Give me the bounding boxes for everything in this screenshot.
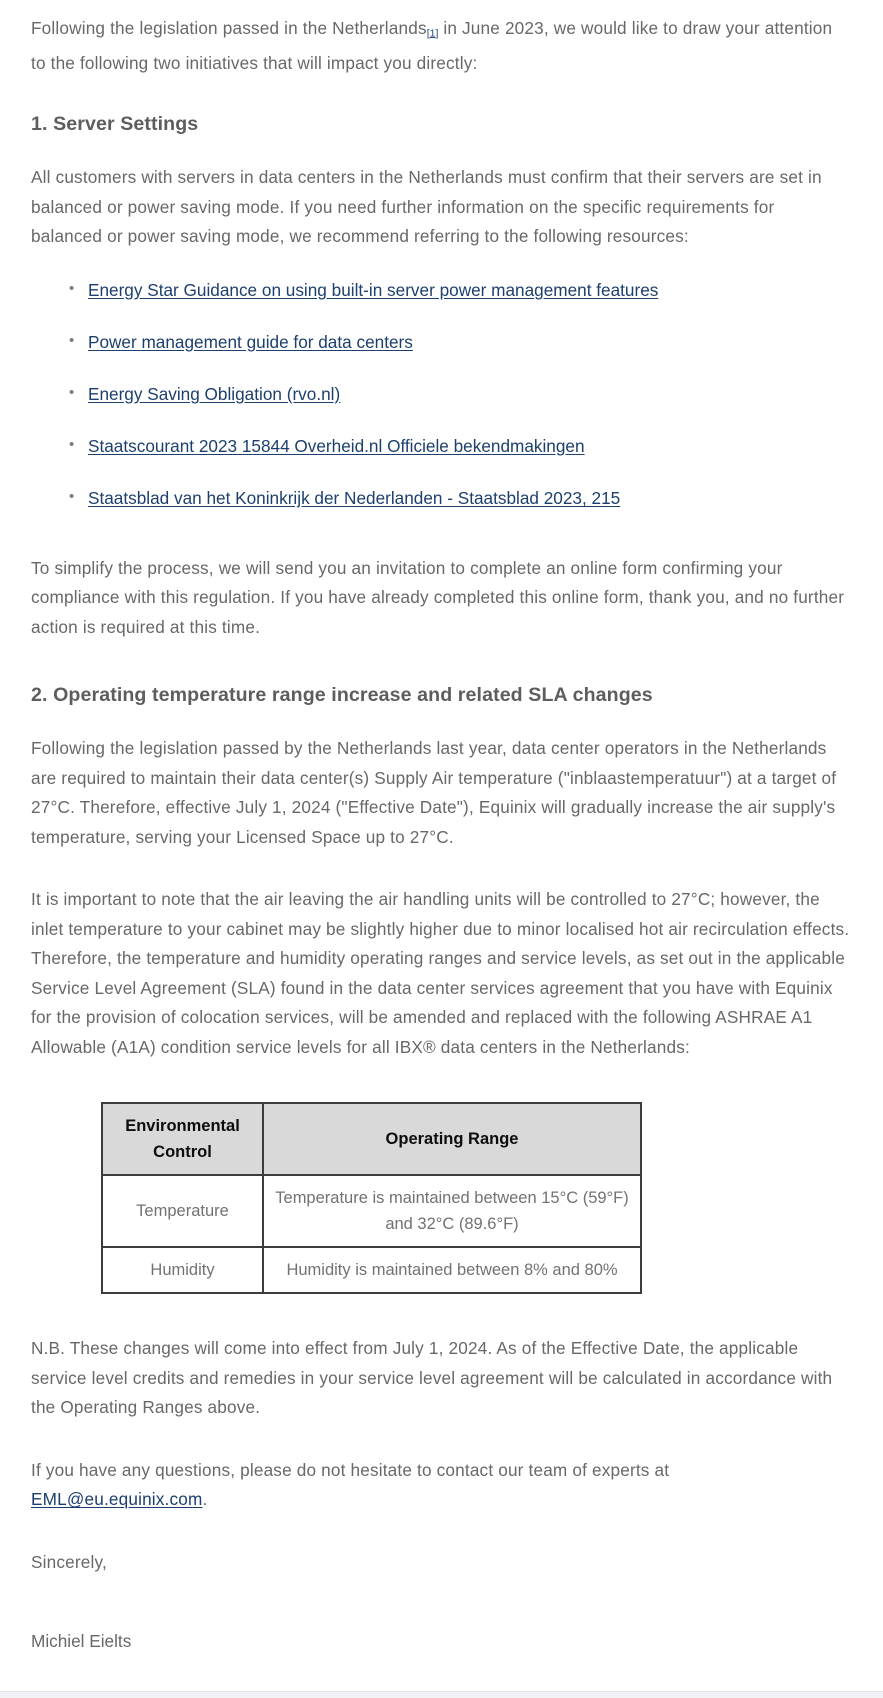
resource-link-staatsblad[interactable]: Staatsblad van het Koninkrijk der Nederlanden - Staatsblad 2023, 215 [88, 487, 621, 508]
operating-range-table [101, 1102, 642, 1294]
intro-text-after-footnote: in June 2023, we would like to draw your attention to the following two initiatives that will impact you directly: [31, 18, 833, 73]
table-cell-range-temperature: Temperature is maintained between 15°C (59°F) and 32°C (89.6°F) [263, 1175, 641, 1247]
list-item [31, 433, 850, 459]
section-1-paragraph-1: All customers with servers in data centers in the Netherlands must confirm that their servers are set in balanced or power saving mode. If you need further information on the specific requirements for balanced or power saving mode, we recommend referring to the following resources: [31, 167, 822, 247]
resource-link-energy-star[interactable]: Energy Star Guidance on using built-in server power management features [88, 279, 659, 300]
section-2-heading: 2. Operating temperature range increase and related SLA changes [31, 684, 653, 707]
section-2-paragraph-1: Following the legislation passed by the Netherlands last year, data center operators in the Netherlands are required to maintain their data center(s) Supply Air temperature ("inblaastemperatuur") at a target of 27°C. Therefore, effective July 1, 2024 ("Effective Date"), Equinix will gradually increase the air supply's temperature, serving your Licensed Space up to 27°C. [31, 738, 837, 847]
signer-name: Michiel Eielts [31, 1631, 132, 1652]
list-item [31, 381, 850, 407]
section-2-paragraph-2: It is important to note that the air leaving the air handling units will be controlled to 27°C; however, the inlet temperature to your cabinet may be slightly higher due to minor localised hot air recirculation effects. Therefore, the temperature and humidity operating ranges and service levels, as set out in the applicable Service Level Agreement (SLA) found in the data center services agreement that you have with Equinix for the provision of colocation services, will be amended and replaced with the following ASHRAE A1 Allowable (A1A) condition service levels for all IBX® data centers in the Netherlands: [31, 889, 850, 1057]
section-1-paragraph-2: To simplify the process, we will send you an invitation to complete an online form confirming your compliance with this regulation. If you have already completed this online form, thank you, and no further action is required at this time. [31, 557, 845, 637]
spacer [31, 537, 850, 554]
signoff-text: Sincerely, [31, 1551, 107, 1572]
table-header-environmental-control: Environmental Control [102, 1103, 263, 1175]
footnote-number: 1 [429, 27, 436, 40]
resource-link-staatscourant[interactable]: Staatscourant 2023 15844 Overheid.nl Officiele bekendmakingen [88, 435, 585, 456]
contact-text-before-email: If you have any questions, please do not hesitate to contact our team of experts at [31, 1459, 670, 1480]
spacer [31, 642, 850, 682]
spacer [31, 852, 850, 885]
resource-link-power-management-guide[interactable]: Power management guide for data centers [88, 331, 413, 352]
list-item [31, 485, 850, 511]
footnote-bracket-open: [ [426, 27, 430, 40]
spacer [31, 78, 850, 111]
spacer [31, 252, 850, 277]
spacer [31, 1515, 850, 1548]
table-header-row [102, 1103, 641, 1175]
table-cell-range-humidity: Humidity is maintained between 8% and 80% [263, 1247, 641, 1293]
intro-paragraph [31, 14, 850, 78]
contact-email-link[interactable]: EML@eu.equinix.com [31, 1489, 203, 1510]
spacer [31, 1577, 850, 1610]
resource-link-energy-saving-obligation[interactable]: Energy Saving Obligation (rvo.nl) [88, 383, 341, 404]
table-row [102, 1247, 641, 1293]
table-header-operating-range: Operating Range [263, 1103, 641, 1175]
contact-paragraph [31, 1456, 850, 1515]
footnote-bracket-close: ] [435, 27, 439, 40]
spacer [31, 1062, 850, 1102]
section-1-heading: 1. Server Settings [31, 113, 199, 136]
footnote-reference-link[interactable] [427, 27, 439, 39]
contact-text-after-email: . [202, 1489, 208, 1510]
page-bottom-divider [0, 1691, 883, 1698]
table-cell-control-humidity: Humidity [102, 1247, 263, 1293]
list-item [31, 329, 850, 355]
spacer [31, 1294, 850, 1334]
table-cell-control-temperature: Temperature [102, 1175, 263, 1247]
intro-text-before-footnote: Following the legislation passed in the Netherlands [31, 18, 427, 38]
spacer [31, 1423, 850, 1456]
resource-link-list [31, 277, 850, 511]
table-row [102, 1175, 641, 1247]
nb-paragraph: N.B. These changes will come into effect from July 1, 2024. As of the Effective Date, the applicable service level credits and remedies in your service level agreement will be calculated in accordance with the Operating Ranges above. [31, 1338, 833, 1418]
list-item [31, 277, 850, 303]
spacer [31, 709, 850, 734]
spacer [31, 138, 850, 163]
